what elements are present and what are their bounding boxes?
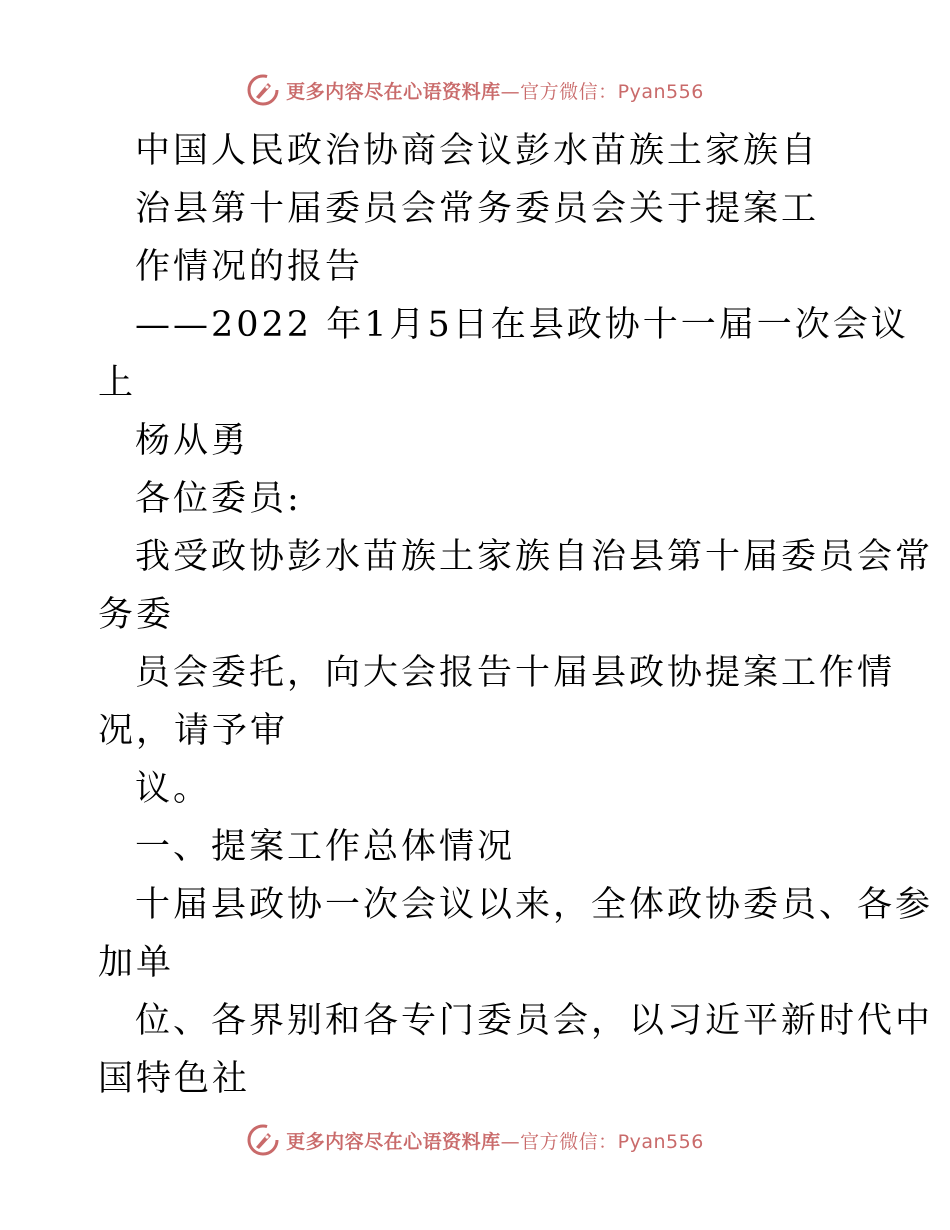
watermark-dash: — xyxy=(500,1130,521,1153)
salutation: 各位委员: xyxy=(135,479,302,519)
text-line: 位、各界别和各专门委员会，以习近平新时代中 xyxy=(135,1001,934,1041)
watermark-official-text: 官方微信：Pyan556 xyxy=(520,1130,704,1153)
watermark-official-text: 官方微信：Pyan556 xyxy=(520,80,704,103)
watermark-banner-bottom xyxy=(0,1120,950,1160)
pen-nib-logo-icon xyxy=(246,1123,280,1157)
watermark-main-text: 更多内容尽在心语资料库 xyxy=(286,1130,501,1153)
watermark-banner-top xyxy=(0,70,950,110)
text-line: 我受政协彭水苗族土家族自治县第十届委员会常 xyxy=(135,537,934,577)
text-line: 中国人民政治协商会议彭水苗族土家族自 xyxy=(135,131,820,171)
text-line: 十届县政协一次会议以来，全体政协委员、各参 xyxy=(135,885,934,925)
text-line: 况，请予审 xyxy=(98,711,289,751)
pen-nib-logo-icon xyxy=(246,73,280,107)
text-line: 务委 xyxy=(98,595,175,635)
watermark-main-text: 更多内容尽在心语资料库 xyxy=(286,80,501,103)
watermark-text xyxy=(286,1127,704,1154)
text-line: 治县第十届委员会常务委员会关于提案工 xyxy=(135,189,820,229)
text-line: 加单 xyxy=(98,943,175,983)
text-line: 上 xyxy=(98,363,137,403)
text-line: 国特色社 xyxy=(98,1059,251,1099)
document-body xyxy=(98,122,934,1108)
watermark-dash: — xyxy=(500,80,521,103)
watermark-text xyxy=(286,77,704,104)
author-name: 杨从勇 xyxy=(135,421,250,461)
text-line: 议。 xyxy=(135,769,212,809)
text-line: 作情况的报告 xyxy=(135,247,364,287)
section-heading: 一、提案工作总体情况 xyxy=(135,827,516,867)
text-line: ——2022 年1月5日在县政协十一届一次会议 xyxy=(135,305,909,345)
text-line: 员会委托，向大会报告十届县政协提案工作情 xyxy=(135,653,896,693)
